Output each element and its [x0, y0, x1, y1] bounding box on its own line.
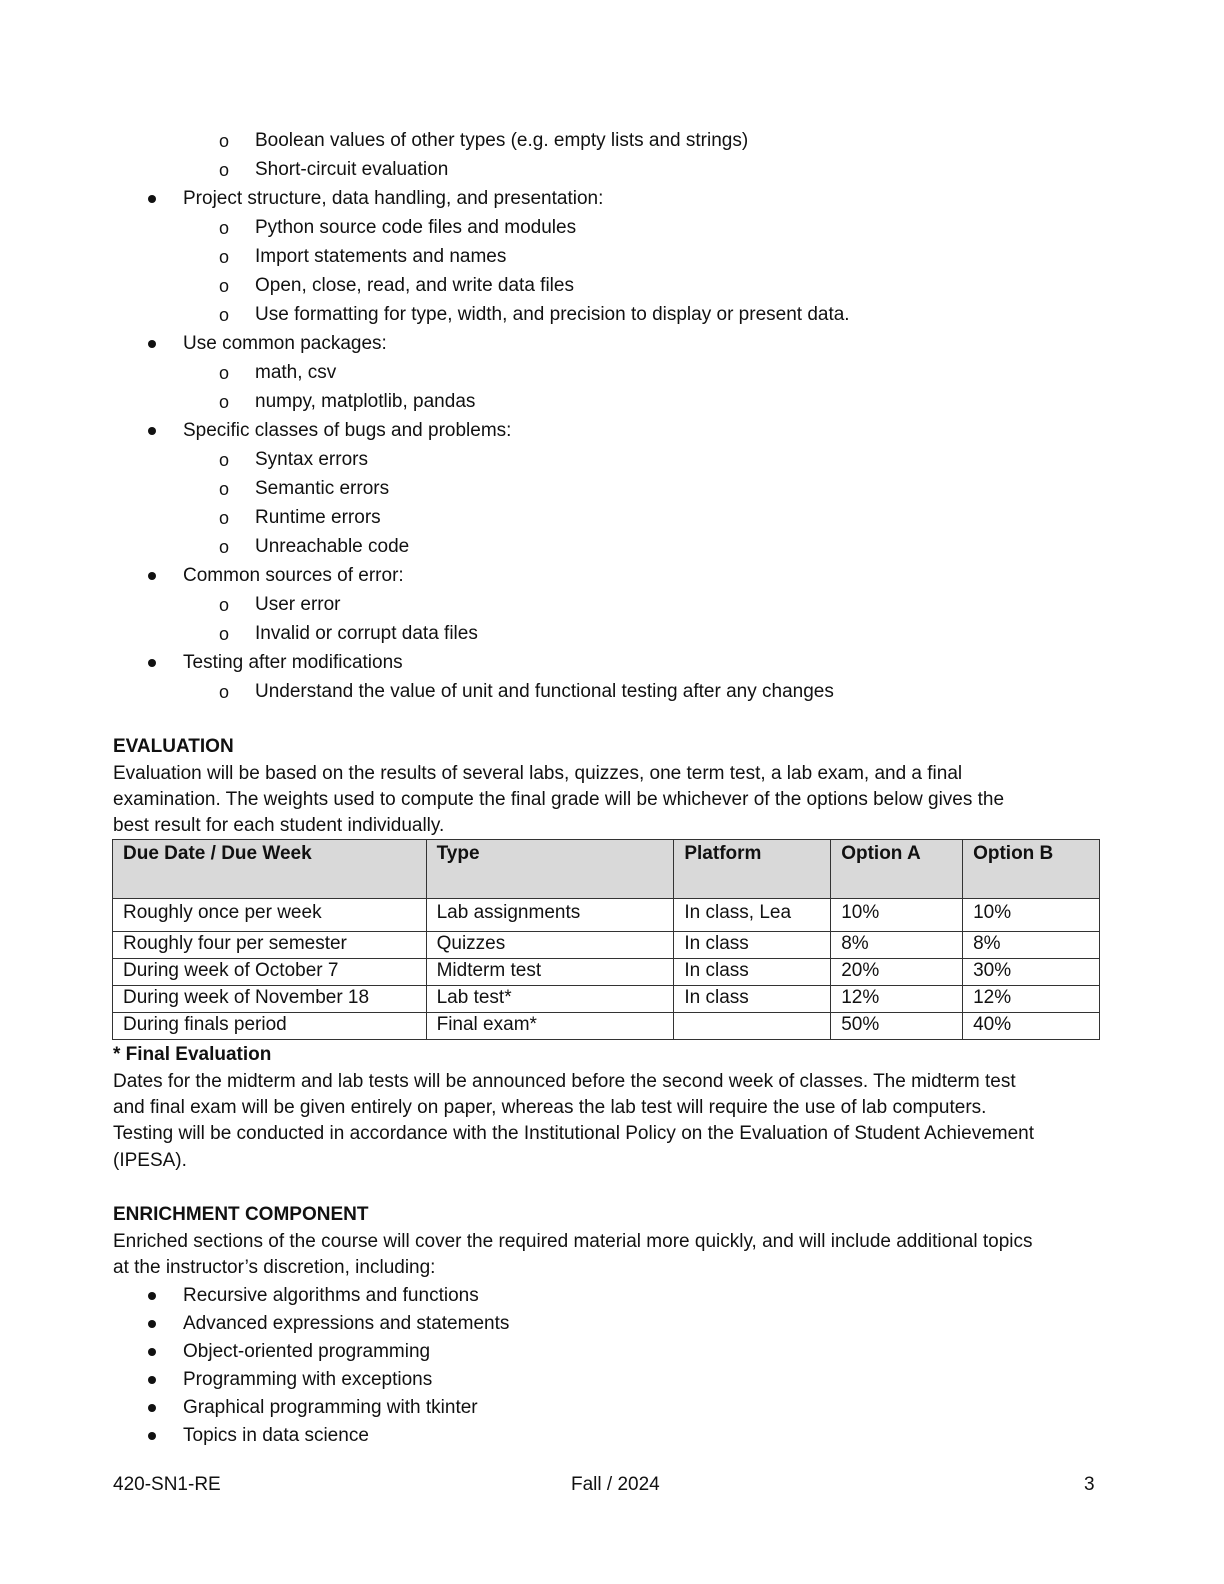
- table-cell: 30%: [963, 959, 1100, 986]
- section-heading-enrichment: ENRICHMENT COMPONENT: [113, 1204, 369, 1225]
- list-item: Use formatting for type, width, and precision to display or present data.: [255, 304, 850, 325]
- list-item: Topics in data science: [183, 1425, 369, 1446]
- table-cell: Final exam*: [426, 1013, 674, 1040]
- evaluation-table: [112, 839, 1100, 1040]
- list-item: Common sources of error:: [183, 565, 404, 586]
- table-footnote: * Final Evaluation: [113, 1044, 272, 1065]
- table-cell: 20%: [831, 959, 963, 986]
- column-header: Option A: [831, 840, 963, 899]
- list-item: Use common packages:: [183, 333, 387, 354]
- section-heading-evaluation: EVALUATION: [113, 736, 234, 757]
- list-item: Graphical programming with tkinter: [183, 1397, 478, 1418]
- sub-bullet-marker: o: [219, 682, 230, 702]
- list-item: Unreachable code: [255, 536, 410, 557]
- table-cell: During finals period: [113, 1013, 427, 1040]
- list-item: Project structure, data handling, and presentation:: [183, 188, 604, 209]
- bullet-icon: [148, 1404, 156, 1412]
- paragraph-line: best result for each student individually.: [113, 815, 445, 836]
- table-cell: During week of October 7: [113, 959, 427, 986]
- list-item: Semantic errors: [255, 478, 390, 499]
- table-cell: 8%: [963, 932, 1100, 959]
- table-cell: 10%: [831, 899, 963, 932]
- sub-bullet-marker: o: [219, 450, 230, 470]
- list-item: Specific classes of bugs and problems:: [183, 420, 512, 441]
- table-cell: 40%: [963, 1013, 1100, 1040]
- table-cell: Roughly four per semester: [113, 932, 427, 959]
- list-item: User error: [255, 594, 341, 615]
- list-item: Invalid or corrupt data files: [255, 623, 478, 644]
- list-item: numpy, matplotlib, pandas: [255, 391, 476, 412]
- paragraph-line: Enriched sections of the course will cover the required material more quickly, and will include additional topics: [113, 1231, 1033, 1252]
- footer-page-number: 3: [1084, 1474, 1095, 1495]
- bullet-icon: [148, 572, 156, 580]
- table-cell: 50%: [831, 1013, 963, 1040]
- table-cell: 8%: [831, 932, 963, 959]
- table-cell: Midterm test: [426, 959, 674, 986]
- table-row: [113, 932, 1100, 959]
- table-cell: Lab test*: [426, 986, 674, 1013]
- paragraph-line: Testing will be conducted in accordance with the Institutional Policy on the Evaluation of Student Achievement: [113, 1123, 1034, 1144]
- paragraph-line: and final exam will be given entirely on paper, whereas the lab test will require the use of lab computers.: [113, 1097, 987, 1118]
- table-row: [113, 899, 1100, 932]
- paragraph-line: (IPESA).: [113, 1150, 187, 1171]
- bullet-icon: [148, 1348, 156, 1356]
- table-header-row: [113, 840, 1100, 899]
- list-item: Short-circuit evaluation: [255, 159, 449, 180]
- sub-bullet-marker: o: [219, 305, 230, 325]
- list-item: math, csv: [255, 362, 337, 383]
- sub-bullet-marker: o: [219, 392, 230, 412]
- list-item: Advanced expressions and statements: [183, 1313, 510, 1334]
- list-item: Runtime errors: [255, 507, 381, 528]
- paragraph-line: at the instructor’s discretion, including:: [113, 1257, 436, 1278]
- list-item: Import statements and names: [255, 246, 507, 267]
- list-item: Testing after modifications: [183, 652, 403, 673]
- table-cell: 12%: [963, 986, 1100, 1013]
- bullet-icon: [148, 659, 156, 667]
- paragraph-line: Evaluation will be based on the results of several labs, quizzes, one term test, a lab exam, and a final: [113, 763, 963, 784]
- sub-bullet-marker: o: [219, 218, 230, 238]
- footer-term: Fall / 2024: [571, 1474, 660, 1495]
- paragraph-line: examination. The weights used to compute the final grade will be whichever of the options below gives the: [113, 789, 1005, 810]
- bullet-icon: [148, 1432, 156, 1440]
- table-cell: Roughly once per week: [113, 899, 427, 932]
- table-row: [113, 986, 1100, 1013]
- column-header: Platform: [674, 840, 831, 899]
- sub-bullet-marker: o: [219, 537, 230, 557]
- table-cell: In class, Lea: [674, 899, 831, 932]
- table-row: [113, 1013, 1100, 1040]
- list-item: Understand the value of unit and functional testing after any changes: [255, 681, 834, 702]
- table-cell: In class: [674, 959, 831, 986]
- list-item: Syntax errors: [255, 449, 368, 470]
- paragraph-line: Dates for the midterm and lab tests will be announced before the second week of classes. The midterm test: [113, 1071, 1016, 1092]
- table-cell: In class: [674, 932, 831, 959]
- list-item: Programming with exceptions: [183, 1369, 433, 1390]
- bullet-icon: [148, 1376, 156, 1384]
- sub-bullet-marker: o: [219, 363, 230, 383]
- sub-bullet-marker: o: [219, 508, 230, 528]
- bullet-icon: [148, 1292, 156, 1300]
- bullet-icon: [148, 195, 156, 203]
- sub-bullet-marker: o: [219, 131, 230, 151]
- sub-bullet-marker: o: [219, 247, 230, 267]
- table-row: [113, 959, 1100, 986]
- table-cell: During week of November 18: [113, 986, 427, 1013]
- list-item: Boolean values of other types (e.g. empty lists and strings): [255, 130, 749, 151]
- list-item: Python source code files and modules: [255, 217, 577, 238]
- list-item: Recursive algorithms and functions: [183, 1285, 479, 1306]
- list-item: Object-oriented programming: [183, 1341, 431, 1362]
- bullet-icon: [148, 427, 156, 435]
- sub-bullet-marker: o: [219, 479, 230, 499]
- footer-course-code: 420-SN1-RE: [113, 1474, 221, 1495]
- table-cell: Lab assignments: [426, 899, 674, 932]
- table-cell: Quizzes: [426, 932, 674, 959]
- sub-bullet-marker: o: [219, 624, 230, 644]
- sub-bullet-marker: o: [219, 160, 230, 180]
- bullet-icon: [148, 340, 156, 348]
- table-cell: 12%: [831, 986, 963, 1013]
- bullet-icon: [148, 1320, 156, 1328]
- table-cell: [674, 1013, 831, 1040]
- list-item: Open, close, read, and write data files: [255, 275, 574, 296]
- column-header: Option B: [963, 840, 1100, 899]
- column-header: Type: [426, 840, 674, 899]
- table-cell: In class: [674, 986, 831, 1013]
- sub-bullet-marker: o: [219, 276, 230, 296]
- table-cell: 10%: [963, 899, 1100, 932]
- column-header: Due Date / Due Week: [113, 840, 427, 899]
- sub-bullet-marker: o: [219, 595, 230, 615]
